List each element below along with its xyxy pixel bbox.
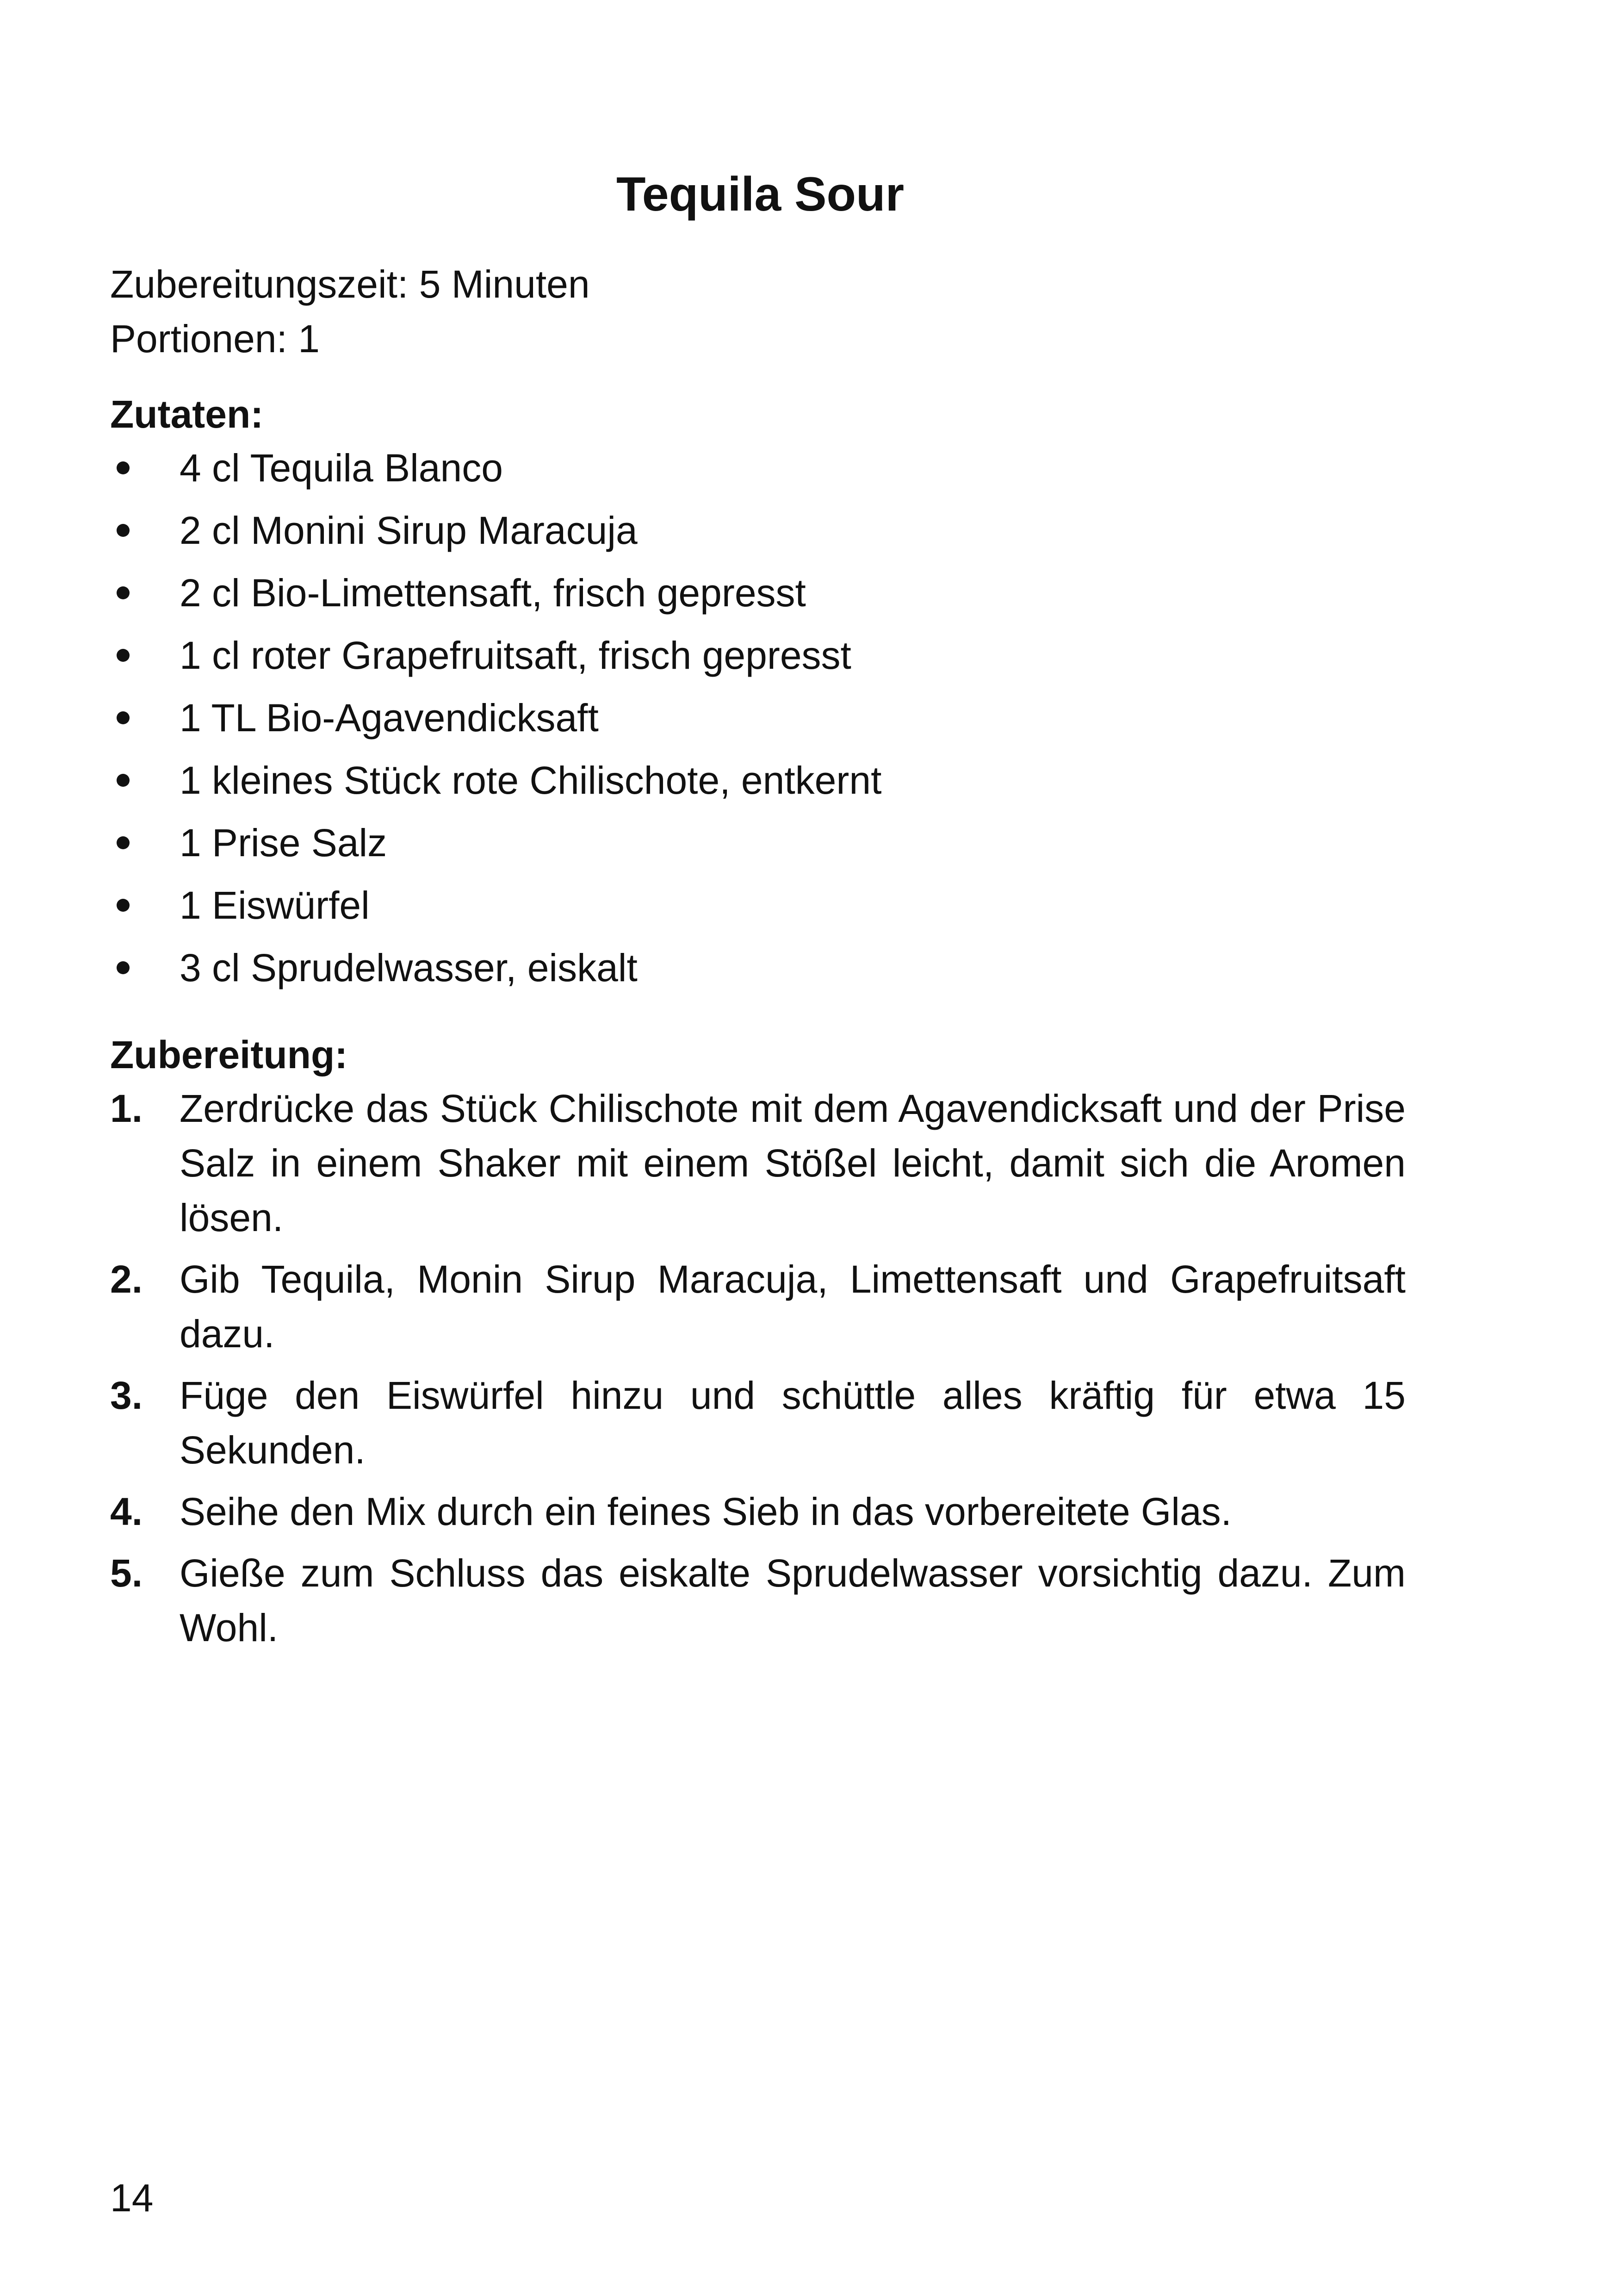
ingredient-text: 1 cl roter Grapefruitsaft, frisch gepresst [180,634,851,677]
ingredients-list [110,441,1406,1003]
step-number: 5. [110,1551,143,1595]
step-item [110,1081,1406,1245]
step-text: Gib Tequila, Monin Sirup Maracuja, Limettensaft und Grapefruitsaft dazu. [180,1257,1406,1356]
step-number: 3. [110,1374,143,1417]
ingredient-text: 1 Eiswürfel [180,884,370,927]
preparation-heading: Zubereitung: [110,1033,348,1076]
bullet-icon [117,711,130,724]
page-number: 14 [110,2176,154,2220]
ingredient-text: 2 cl Bio-Limettensaft, frisch gepresst [180,571,806,615]
bullet-icon [117,836,130,849]
bullet-icon [117,774,130,787]
bullet-icon [117,586,130,599]
ingredient-item [110,815,1406,878]
ingredient-item [110,940,1406,1003]
ingredient-text: 4 cl Tequila Blanco [180,446,503,490]
ingredient-text: 3 cl Sprudelwasser, eiskalt [180,946,638,989]
bullet-icon [117,899,130,912]
portions: Portionen: 1 [110,317,320,361]
page-title: Tequila Sour [616,168,905,221]
step-number: 4. [110,1490,143,1533]
ingredient-item [110,566,1406,628]
step-text: Seihe den Mix durch ein feines Sieb in das vorbereitete Glas. [180,1490,1232,1533]
step-item [110,1368,1406,1477]
bullet-icon [117,649,130,662]
step-item [110,1546,1406,1655]
step-text: Zerdrücke das Stück Chilischote mit dem Agavendicksaft und der Prise Salz in einem Shaker mit einem Stößel leicht, damit sich die Aromen lösen. [180,1087,1406,1239]
recipe-meta [110,257,590,366]
ingredient-item [110,878,1406,940]
ingredient-item [110,441,1406,503]
step-item [110,1484,1406,1539]
ingredient-text: 2 cl Monini Sirup Maracuja [180,509,638,552]
bullet-icon [117,524,130,537]
preparation-steps [110,1081,1406,1662]
ingredient-text: 1 Prise Salz [180,821,387,865]
bullet-icon [117,961,130,974]
step-number: 2. [110,1257,143,1301]
prep-time: Zubereitungszeit: 5 Minuten [110,262,590,306]
ingredient-text: 1 kleines Stück rote Chilischote, entkernt [180,759,882,802]
ingredient-item [110,691,1406,753]
step-text: Füge den Eiswürfel hinzu und schüttle alles kräftig für etwa 15 Sekunden. [180,1374,1406,1472]
ingredient-text: 1 TL Bio-Agavendicksaft [180,696,599,740]
step-text: Gieße zum Schluss das eiskalte Sprudelwasser vorsichtig dazu. Zum Wohl. [180,1551,1406,1649]
ingredients-heading: Zutaten: [110,392,264,436]
ingredient-item [110,628,1406,691]
bullet-icon [117,461,130,474]
ingredient-item [110,753,1406,815]
step-number: 1. [110,1087,143,1130]
step-item [110,1252,1406,1361]
ingredient-item [110,503,1406,566]
